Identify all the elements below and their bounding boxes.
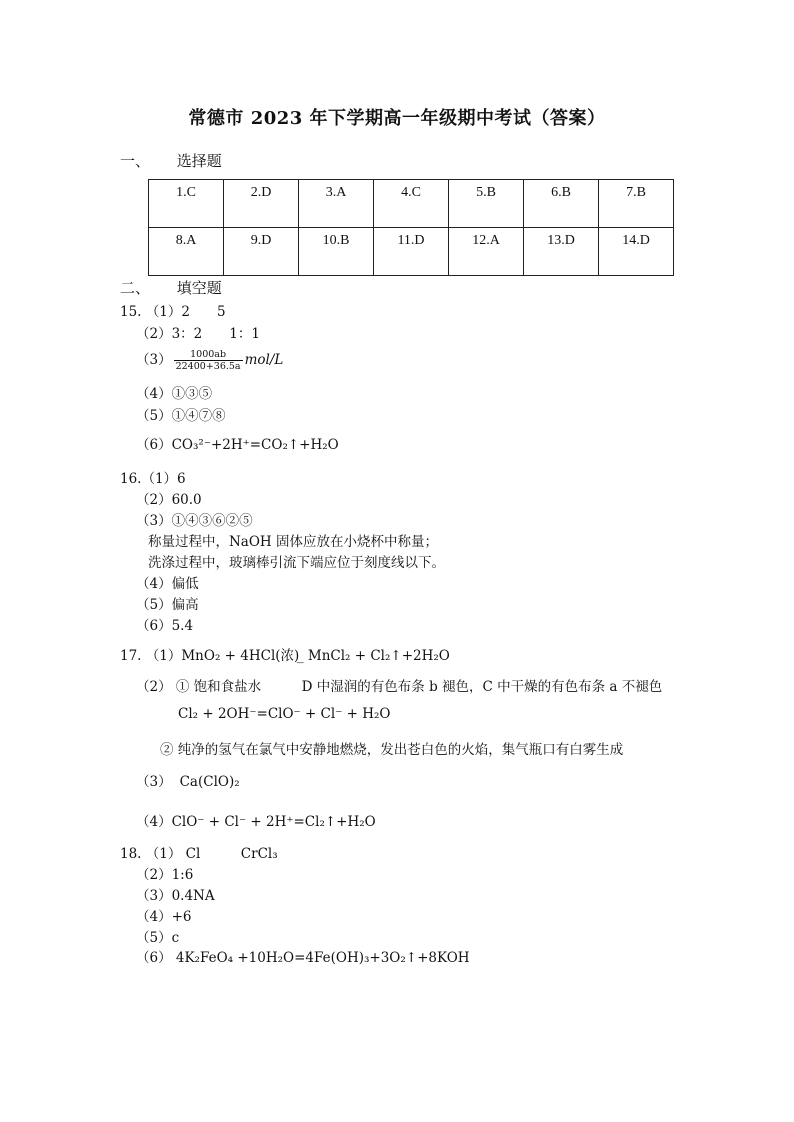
q15-line-4: （4）①③⑤ [136,386,213,402]
answer-cell: 11.D [374,228,449,276]
q15-line-2: （2）3：2 1：1 [136,326,260,342]
q17-line-5-prefix: （3） [136,774,172,790]
section-1-heading [120,150,222,171]
fraction-denominator: 22400+36.5a [175,361,241,372]
answer-cell: 3.A [299,180,374,228]
unit-label: mol/L [244,352,284,368]
q18-line-1: 18. （1） Cl CrCl₃ [120,846,278,862]
answer-cell: 5.B [449,180,524,228]
q15-line-6-prefix: （6） [136,437,172,453]
q18-line-2: （2）1:6 [136,867,194,883]
q18-line-6: （6） 4K₂FeO₄ +10H₂O=4Fe(OH)₃+3O₂↑+8KOH [136,950,470,966]
q15-line-6 [136,433,339,453]
answer-cell: 1.C [149,180,224,228]
q17-line-2: （2） ① 饱和食盐水 D 中湿润的有色布条 b 褪色，C 中干燥的有色布条 a 不褪色 [136,679,663,695]
q17-line-5 [136,770,240,790]
answer-cell: 10.B [299,228,374,276]
q17-line-1-prefix: 17. （1） [120,648,182,664]
q15-line-1: 15. （1）2 5 [120,304,226,320]
section-2-number: 二、 [120,279,151,297]
answer-cell: 7.B [599,180,674,228]
q17-line-4: ② 纯净的氢气在氯气中安静地燃烧，发出苍白色的火焰，集气瓶口有白雾生成 [160,742,624,758]
concentration-fraction [174,349,243,372]
answer-cell: 13.D [524,228,599,276]
section-1-number: 一、 [120,152,151,170]
q16-line-8: （6）5.4 [136,618,194,634]
q17-line-3: Cl₂ + 2OH⁻=ClO⁻ + Cl⁻ + H₂O [178,706,391,722]
q16-line-3: （3）①④③⑥②⑤ [136,513,253,529]
q15-line-3-prefix: （3） [136,352,172,368]
answer-cell: 9.D [224,228,299,276]
q16-line-4: 称量过程中，NaOH 固体应放在小烧杯中称量； [148,534,438,550]
q16-line-5: 洗涤过程中，玻璃棒引流下端应位于刻度线以下。 [148,555,445,571]
fraction-numerator: 1000ab [174,349,243,361]
ionic-equation: ClO⁻ + Cl⁻ + 2H⁺=Cl₂↑+H₂O [171,814,376,830]
q15-line-3 [136,348,283,372]
formula: Ca(ClO)₂ [179,774,240,790]
answer-table [148,179,674,276]
reaction-equation: MnO₂ + 4HCl(浓) ̲ MnCl₂ + Cl₂↑+2H₂O [181,648,450,664]
q18-line-3: （3）0.4NA [136,888,215,904]
q17-line-6-prefix: （4） [136,814,172,830]
q17-line-6 [136,810,376,830]
q18-line-4: （4）+6 [136,909,192,925]
answer-cell: 6.B [524,180,599,228]
q15-line-5: （5）①④⑦⑧ [136,408,226,424]
q16-line-6: （4）偏低 [136,576,199,592]
q17-line-1 [120,644,450,664]
q16-line-1: 16.（1）6 [120,471,186,487]
answer-cell: 2.D [224,180,299,228]
section-2-heading [120,277,222,298]
section-1-label: 选择题 [176,152,222,170]
answer-row-1 [149,180,674,228]
answer-cell: 12.A [449,228,524,276]
page-title: 常德市 2023 年下学期高一年级期中考试（答案） [188,108,606,129]
ionic-equation: CO₃²⁻+2H⁺=CO₂↑+H₂O [171,437,339,453]
q18-line-5: （5）c [136,930,180,946]
answer-cell: 14.D [599,228,674,276]
answer-cell: 8.A [149,228,224,276]
q16-line-7: （5）偏高 [136,597,199,613]
q16-line-2: （2）60.0 [136,492,202,508]
section-2-label: 填空题 [176,279,222,297]
answer-row-2 [149,228,674,276]
answer-cell: 4.C [374,180,449,228]
